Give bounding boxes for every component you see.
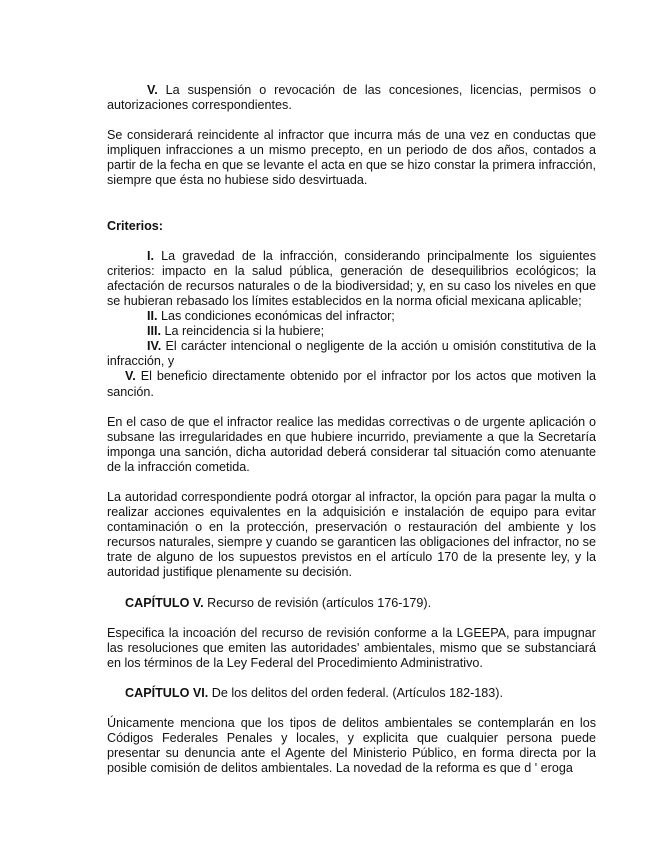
roman-numeral: V. [125, 369, 136, 384]
roman-numeral: II. [147, 309, 158, 324]
revision-paragraph: Especifica la incoación del recurso de revisión conforme a la LGEEPA, para impugnar las resoluciones que emiten las autoridades' ambientales, mismo que se substanciará en los términos de la Ley Federal del Procedimiento Administrativo. [107, 625, 596, 670]
mitigation-paragraph: En el caso de que el infractor realice las medidas correctivas o de urgente aplicación o subsane las irregularidades en que hubiere incurrido, previamente a que la Secretaría imponga una sanción, dicha autoridad deberá considerar tal situación como atenuante de la infracción cometida. [107, 414, 596, 474]
document-body [107, 83, 596, 776]
criterion-i [107, 249, 596, 309]
paragraph-text: La reincidencia si la hubiere; [161, 324, 325, 339]
criterios-heading: Criterios: [107, 218, 163, 233]
crimes-paragraph: Únicamente menciona que los tipos de delitos ambientales se contemplarán en los Códigos Federales Penales y locales, y explicita que cualquier persona puede presentar su denuncia ante el Agente del Ministerio Público, en forma directa por la posible comisión de delitos ambientales. La novedad de la reforma es que d ' eroga [107, 716, 596, 776]
roman-numeral: IV. [147, 339, 162, 354]
chapter-label: CAPÍTULO V. [125, 595, 204, 610]
sanction-v-paragraph [107, 83, 596, 113]
criterion-ii [107, 309, 596, 324]
paragraph-text: Las condiciones económicas del infractor; [157, 309, 395, 324]
reincidence-paragraph: Se considerará reincidente al infractor que incurra más de una vez en conductas que impliquen infracciones a un mismo precepto, en un periodo de dos años, contados a partir de la fecha en que se levante el acta en que se hizo constar la primera infracción, siempre que ésta no hubiese sido desvirtuada. [107, 128, 596, 188]
criterion-iii [107, 324, 596, 339]
roman-numeral: V. [147, 83, 158, 97]
paragraph-text: La gravedad de la infracción, considerando principalmente los siguientes criterios: impacto en la salud pública, generación de desequilibrios ecológicos; la afectación de recursos naturales o de la biodiversidad; y, en su caso los niveles en que se hubieran rebasado los límites establecidos en la norma oficial mexicana aplicable; [107, 248, 596, 308]
criterion-v [107, 369, 596, 399]
chapter-title: Recurso de revisión (artículos 176-179). [203, 595, 432, 610]
chapter-title: De los delitos del orden federal. (Artículos 182-183). [208, 685, 503, 700]
roman-numeral: III. [147, 324, 161, 339]
paragraph-text: El carácter intencional o negligente de la acción u omisión constitutiva de la infracción, y [107, 339, 596, 369]
payment-option-paragraph: La autoridad correspondiente podrá otorgar al infractor, la opción para pagar la multa o realizar acciones equivalentes en la adquisición e instalación de equipo para evitar contaminación o en la protección, preservación o restauración del ambiente y los recursos naturales, siempre y cuando se garanticen las obligaciones del infractor, no se trate de alguno de los supuestos previstos en el artículo 170 de la presente ley, y la autoridad justifique plenamente su decisión. [107, 489, 596, 580]
criterion-iv [107, 339, 596, 369]
paragraph-text: La suspensión o revocación de las concesiones, licencias, permisos o autorizaciones correspondientes. [107, 83, 596, 113]
paragraph-text: El beneficio directamente obtenido por el infractor por los actos que motiven la sanción. [107, 369, 596, 399]
chapter-label: CAPÍTULO VI. [125, 685, 209, 700]
roman-numeral: I. [147, 248, 154, 263]
chapter-vi-heading [107, 686, 596, 701]
chapter-v-heading [107, 596, 596, 611]
